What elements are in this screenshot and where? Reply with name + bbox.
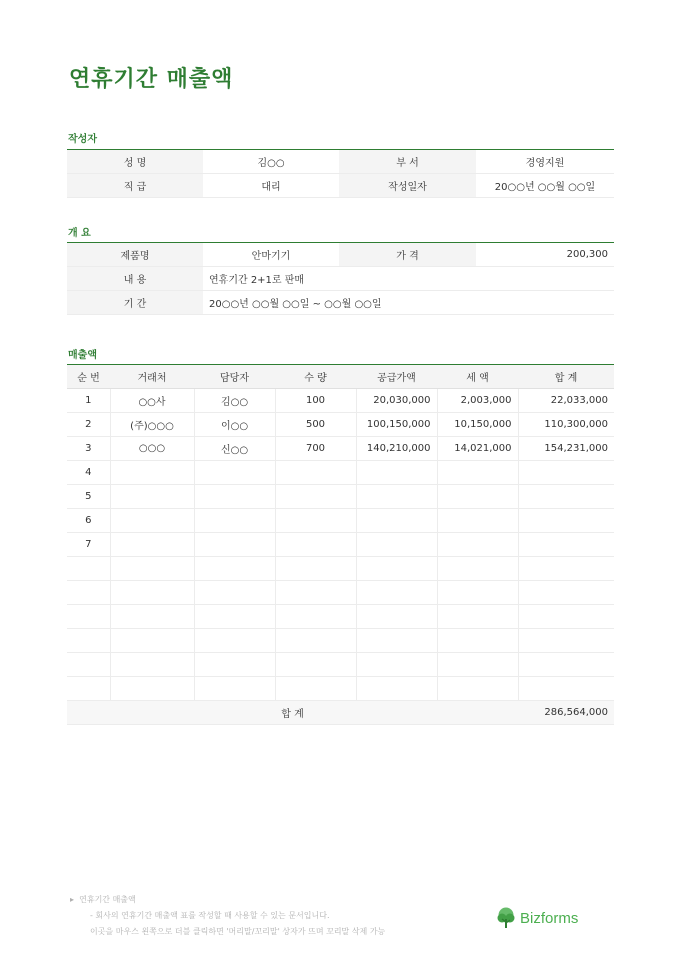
cell-quantity: 700 (275, 437, 356, 461)
cell-no (67, 653, 110, 677)
cell-supply (356, 557, 437, 581)
table-row (67, 485, 614, 509)
sales-header-row (67, 365, 614, 389)
tree-logo-icon (496, 907, 516, 929)
cell-supply (356, 581, 437, 605)
cell-no: 1 (67, 389, 110, 413)
cell-total (518, 557, 614, 581)
cell-manager (194, 629, 275, 653)
date-value: 20○○년 ○○월 ○○일 (476, 174, 614, 198)
cell-manager (194, 677, 275, 701)
cell-no: 5 (67, 485, 110, 509)
cell-supply (356, 461, 437, 485)
table-row (67, 605, 614, 629)
cell-no: 6 (67, 509, 110, 533)
table-row (67, 677, 614, 701)
cell-manager (194, 557, 275, 581)
document-title: 연휴기간 매출액 (69, 67, 234, 92)
cell-client (110, 653, 194, 677)
cell-tax (437, 581, 518, 605)
name-value: 김○○ (203, 150, 339, 174)
cell-client (110, 485, 194, 509)
cell-no: 2 (67, 413, 110, 437)
cell-tax: 10,150,000 (437, 413, 518, 437)
cell-supply: 20,030,000 (356, 389, 437, 413)
cell-supply (356, 677, 437, 701)
cell-total (518, 533, 614, 557)
col-header-supply: 공급가액 (356, 365, 437, 389)
col-header-total: 합 계 (518, 365, 614, 389)
cell-tax (437, 605, 518, 629)
cell-no: 3 (67, 437, 110, 461)
cell-manager: 김○○ (194, 389, 275, 413)
cell-supply (356, 605, 437, 629)
cell-client: ○○○ (110, 437, 194, 461)
table-row (67, 509, 614, 533)
content-label: 내 용 (67, 267, 203, 291)
cell-no: 7 (67, 533, 110, 557)
author-row (67, 174, 614, 198)
cell-quantity (275, 677, 356, 701)
cell-manager (194, 653, 275, 677)
cell-supply: 100,150,000 (356, 413, 437, 437)
table-row (67, 413, 614, 437)
cell-client (110, 557, 194, 581)
sales-total-row (67, 701, 614, 725)
cell-manager: 신○○ (194, 437, 275, 461)
cell-supply (356, 485, 437, 509)
cell-quantity (275, 629, 356, 653)
cell-manager (194, 461, 275, 485)
cell-quantity (275, 605, 356, 629)
author-row (67, 150, 614, 174)
cell-client (110, 629, 194, 653)
footer-note (70, 892, 385, 940)
period-value: 20○○년 ○○월 ○○일 ~ ○○월 ○○일 (203, 291, 614, 315)
cell-supply: 140,210,000 (356, 437, 437, 461)
overview-row (67, 291, 614, 315)
table-row (67, 629, 614, 653)
cell-client: (주)○○○ (110, 413, 194, 437)
cell-total (518, 581, 614, 605)
cell-no (67, 557, 110, 581)
cell-tax (437, 653, 518, 677)
table-row (67, 653, 614, 677)
dept-value: 경영지원 (476, 150, 614, 174)
cell-client (110, 509, 194, 533)
table-row (67, 437, 614, 461)
sales-section-heading: 매출액 (68, 350, 97, 361)
date-label: 작성일자 (339, 174, 476, 198)
cell-manager (194, 533, 275, 557)
cell-quantity (275, 509, 356, 533)
brand-name: Bizforms (520, 909, 579, 927)
rank-value: 대리 (203, 174, 339, 198)
col-header-client: 거래처 (110, 365, 194, 389)
cell-total (518, 629, 614, 653)
cell-quantity (275, 581, 356, 605)
cell-quantity (275, 485, 356, 509)
price-label: 가 격 (339, 243, 476, 267)
sales-table (67, 364, 614, 725)
col-header-tax: 세 액 (437, 365, 518, 389)
col-header-manager: 담당자 (194, 365, 275, 389)
name-label: 성 명 (67, 150, 203, 174)
cell-tax: 14,021,000 (437, 437, 518, 461)
cell-tax (437, 533, 518, 557)
table-row (67, 533, 614, 557)
cell-quantity (275, 533, 356, 557)
period-label: 기 간 (67, 291, 203, 315)
cell-total: 110,300,000 (518, 413, 614, 437)
total-value: 286,564,000 (518, 701, 614, 725)
author-table (67, 149, 614, 198)
cell-total: 154,231,000 (518, 437, 614, 461)
author-section-heading: 작성자 (68, 134, 97, 145)
cell-no (67, 581, 110, 605)
cell-supply (356, 533, 437, 557)
product-label: 제품명 (67, 243, 203, 267)
cell-manager: 이○○ (194, 413, 275, 437)
rank-label: 직 급 (67, 174, 203, 198)
col-header-no: 순 번 (67, 365, 110, 389)
cell-quantity (275, 653, 356, 677)
cell-total (518, 677, 614, 701)
cell-total (518, 485, 614, 509)
price-value: 200,300 (476, 243, 614, 267)
cell-client (110, 533, 194, 557)
cell-manager (194, 509, 275, 533)
cell-no (67, 677, 110, 701)
cell-total: 22,033,000 (518, 389, 614, 413)
cell-tax (437, 629, 518, 653)
cell-tax (437, 557, 518, 581)
cell-client (110, 461, 194, 485)
cell-client (110, 581, 194, 605)
overview-row (67, 243, 614, 267)
cell-client (110, 677, 194, 701)
cell-tax (437, 485, 518, 509)
footer-title: 연휴기간 매출액 (79, 895, 136, 904)
cell-total (518, 653, 614, 677)
cell-total (518, 461, 614, 485)
content-value: 연휴기간 2+1로 판매 (203, 267, 614, 291)
cell-tax (437, 509, 518, 533)
footer-desc: - 회사의 연휴기간 매출액 표를 작성할 때 사용할 수 있는 문서입니다. (90, 911, 330, 920)
cell-no (67, 629, 110, 653)
cell-tax (437, 461, 518, 485)
cell-tax (437, 677, 518, 701)
table-row (67, 557, 614, 581)
cell-total (518, 605, 614, 629)
cell-quantity: 100 (275, 389, 356, 413)
product-value: 안마기기 (203, 243, 339, 267)
cell-quantity: 500 (275, 413, 356, 437)
cell-supply (356, 653, 437, 677)
table-row (67, 461, 614, 485)
overview-section-heading: 개 요 (68, 228, 91, 239)
bizforms-logo (496, 907, 578, 929)
cell-manager (194, 605, 275, 629)
cell-no (67, 605, 110, 629)
cell-client: ○○사 (110, 389, 194, 413)
dept-label: 부 서 (339, 150, 476, 174)
col-header-quantity: 수 량 (275, 365, 356, 389)
cell-no: 4 (67, 461, 110, 485)
cell-client (110, 605, 194, 629)
table-row (67, 581, 614, 605)
cell-total (518, 509, 614, 533)
cell-supply (356, 509, 437, 533)
total-label: 합 계 (67, 701, 518, 725)
bullet-icon: ▸ (70, 895, 75, 904)
cell-supply (356, 629, 437, 653)
table-row (67, 389, 614, 413)
overview-table (67, 242, 614, 315)
cell-manager (194, 581, 275, 605)
cell-quantity (275, 461, 356, 485)
footer-instruction: 이곳을 마우스 왼쪽으로 더블 클릭하면 '머리말/꼬리말' 상자가 뜨며 꼬리말 삭제 가능 (90, 927, 386, 936)
cell-quantity (275, 557, 356, 581)
cell-tax: 2,003,000 (437, 389, 518, 413)
overview-row (67, 267, 614, 291)
cell-manager (194, 485, 275, 509)
